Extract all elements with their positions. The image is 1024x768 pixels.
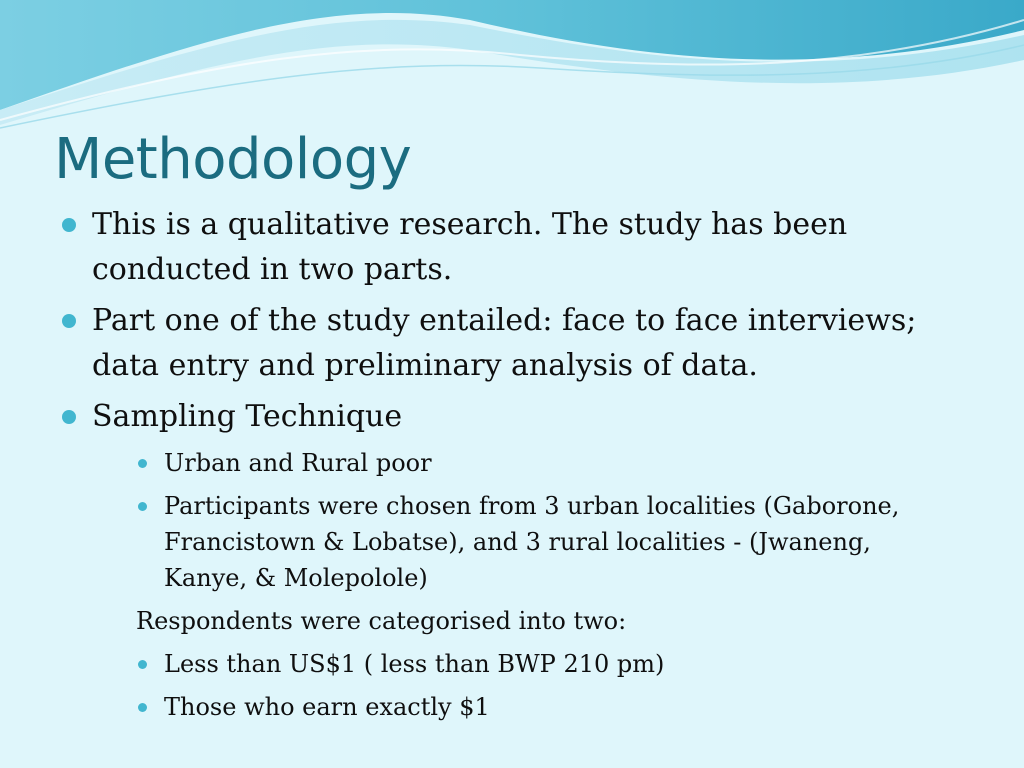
sub-bullet-dot-icon — [138, 502, 147, 511]
sub-bullet-participants: Participants were chosen from 3 urban localities (Gaborone, Francistown & Lobatse), and 3 rural localities - (Jwaneng, Kanye, & Molepolole) — [60, 488, 960, 596]
bullet-part-one: Part one of the study entailed: face to face interviews; data entry and preliminary analysis of data. — [60, 298, 960, 388]
slide-content — [60, 202, 960, 732]
sub-bullet-dot-icon — [138, 459, 147, 468]
respondents-heading: Respondents were categorised into two: — [136, 607, 627, 635]
bullet-dot-icon — [62, 314, 76, 328]
sub-bullet-dot-icon — [138, 703, 147, 712]
sub-bullet-exactly-1: Those who earn exactly $1 — [60, 689, 960, 725]
sub-bullet-urban-rural: Urban and Rural poor — [60, 445, 960, 481]
bullet-dot-icon — [62, 218, 76, 232]
bullet-sampling-technique: Sampling Technique — [60, 394, 960, 439]
header-wave-decoration — [0, 0, 1024, 140]
bullet-qualitative-research: This is a qualitative research. The study has been conducted in two parts. — [60, 202, 960, 292]
sub-bullet-less-than-1: Less than US$1 ( less than BWP 210 pm) — [60, 646, 960, 682]
slide-title: Methodology — [54, 127, 412, 192]
bullet-dot-icon — [62, 410, 76, 424]
sub-bullet-dot-icon — [138, 660, 147, 669]
